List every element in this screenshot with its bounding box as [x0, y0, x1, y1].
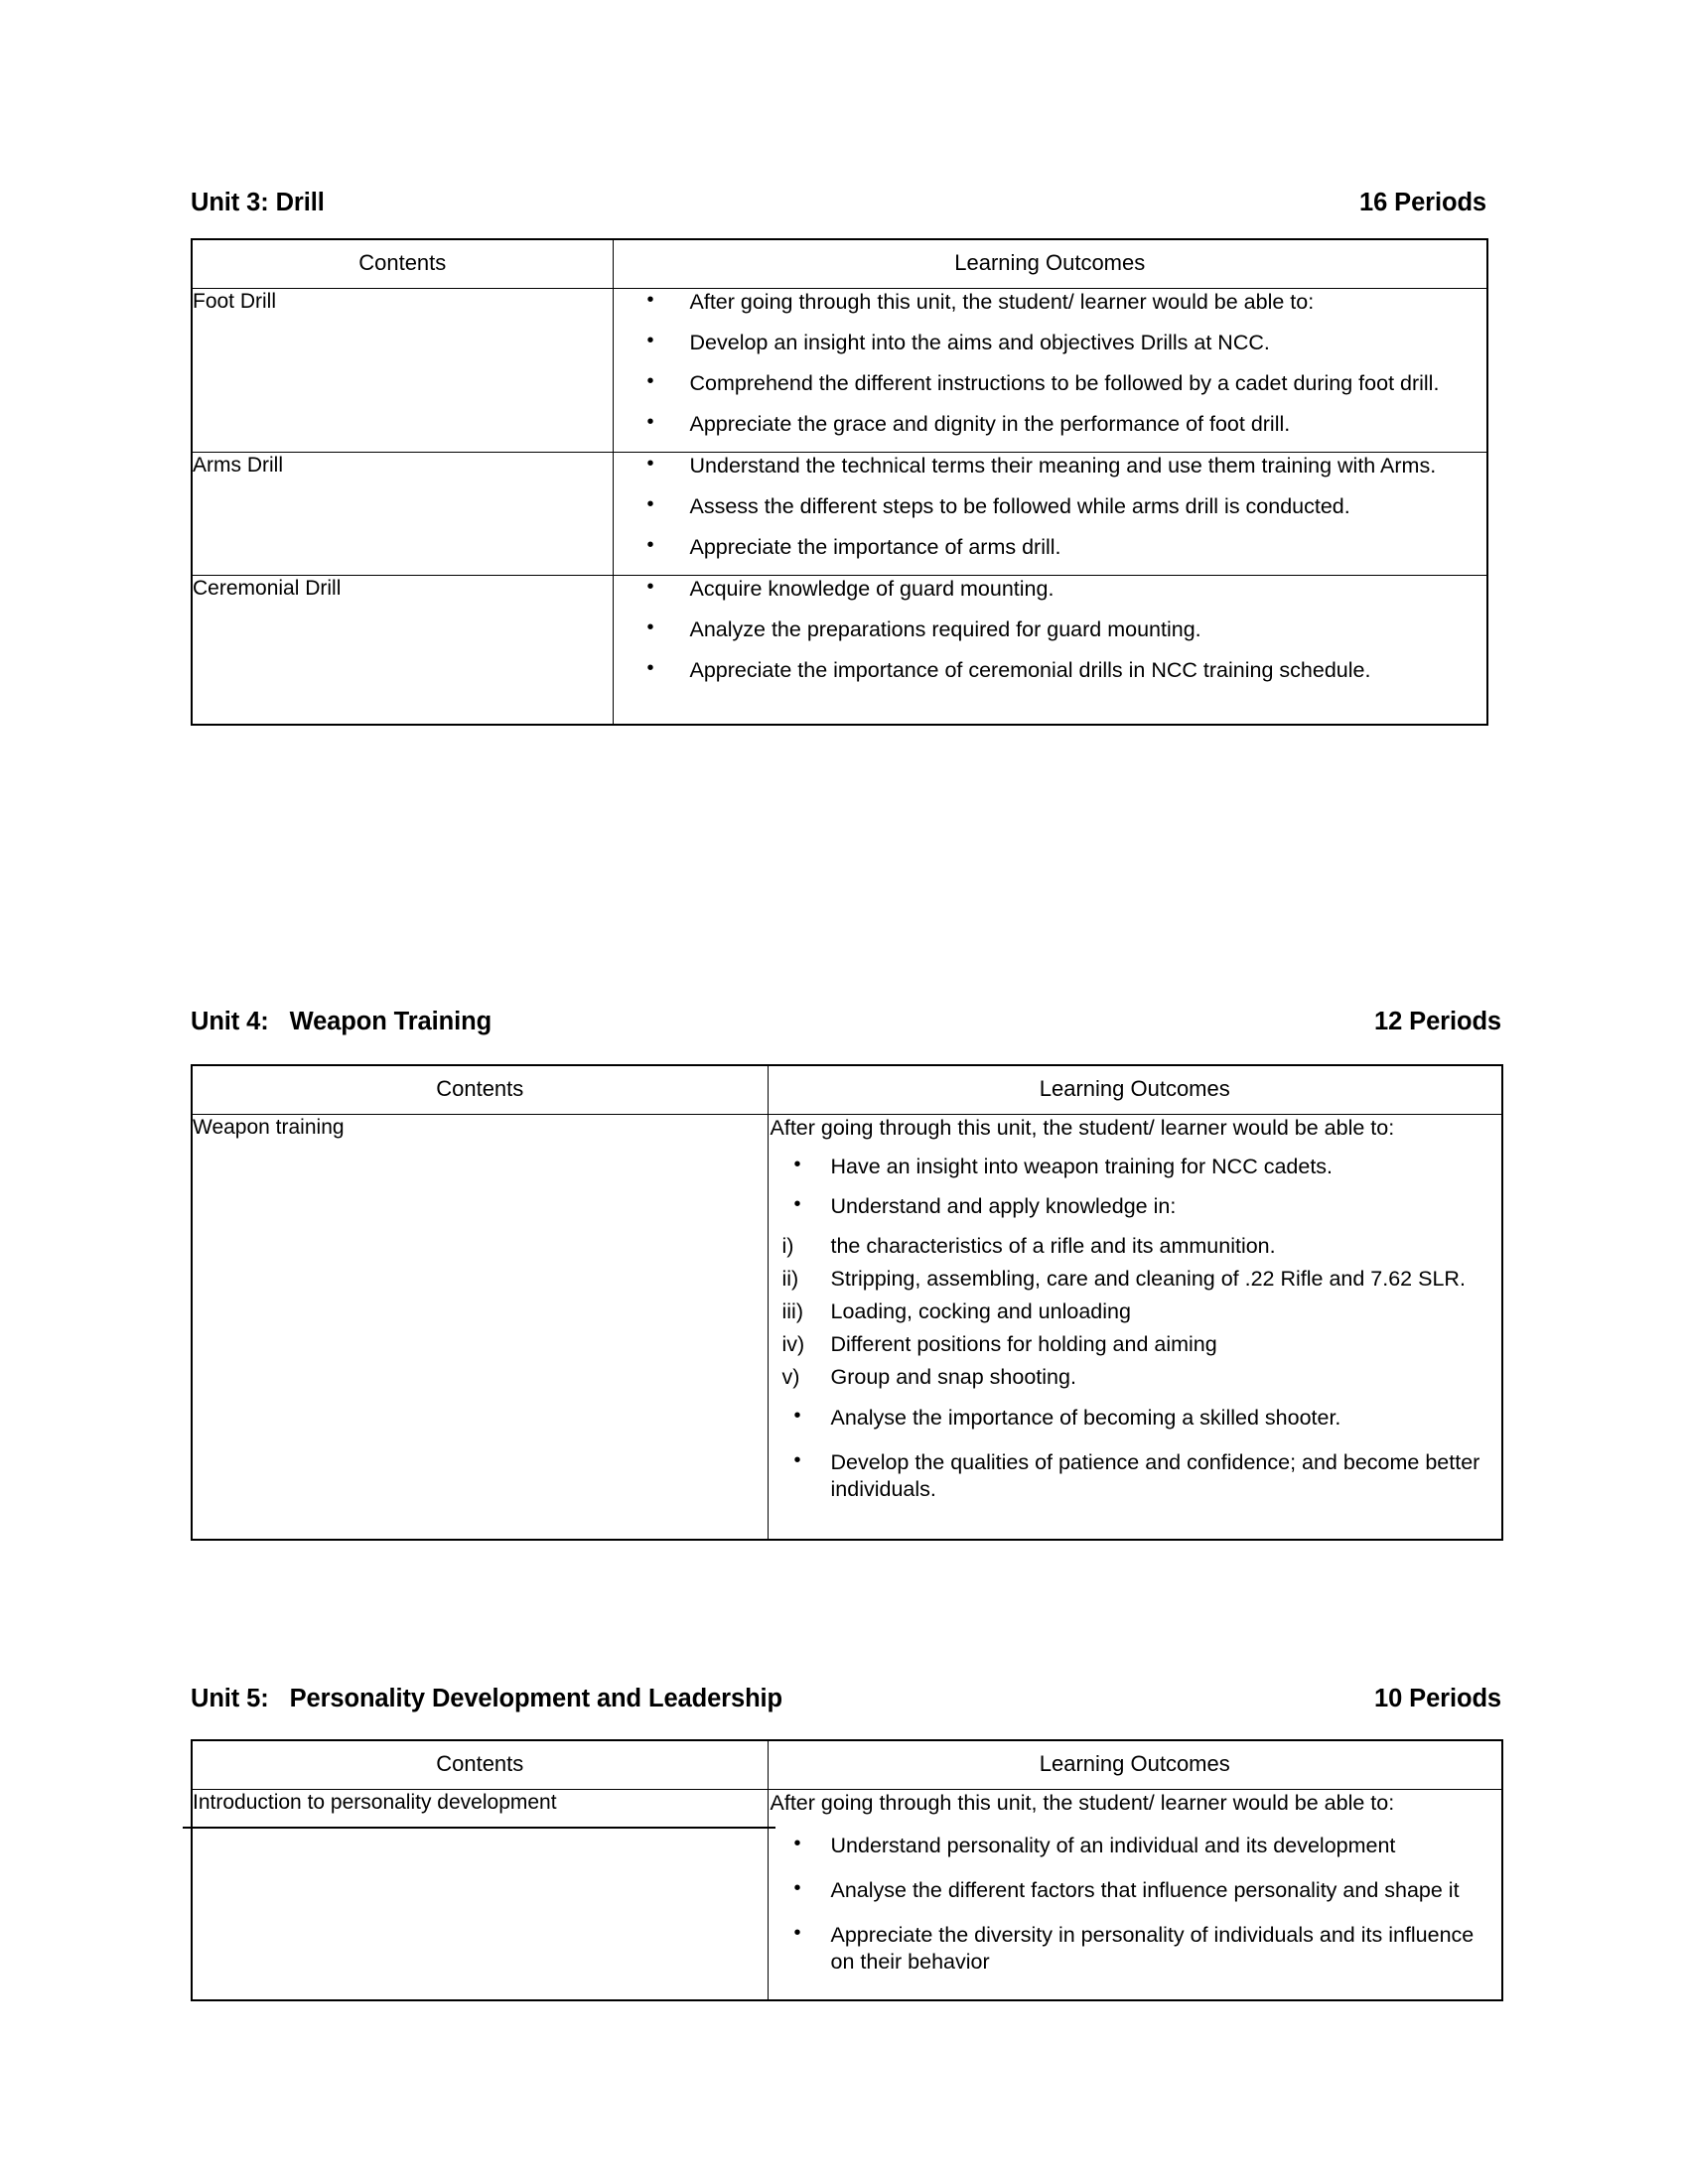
outcomes-cell [768, 1114, 1502, 1540]
list-item-text: Assess the different steps to be followed while arms drill is conducted. [689, 494, 1350, 519]
list-item-text: Analyse the different factors that influence personality and shape it [830, 1877, 1460, 1902]
contents-cell-text: Introduction to personality development [193, 1790, 557, 1814]
column-header-contents: Contents [192, 1065, 768, 1114]
contents-cell: Weapon training [192, 1114, 768, 1540]
list-item [769, 1922, 1502, 1976]
contents-cell-divider [183, 1827, 775, 1829]
unit-3-title [191, 189, 325, 217]
outcomes-intro: After going through this unit, the student/ learner would be able to: [770, 1115, 1395, 1140]
list-item [769, 1233, 1502, 1260]
table-row [192, 288, 1487, 452]
unit-5-heading [191, 1685, 1501, 1713]
list-item [614, 616, 1487, 643]
list-item [614, 534, 1487, 561]
table-header-row [192, 1065, 1502, 1114]
table-row [192, 452, 1487, 575]
list-item [769, 1266, 1502, 1293]
list-item-text: Different positions for holding and aiming [830, 1332, 1217, 1357]
unit-4-title [191, 1008, 492, 1036]
contents-cell: Foot Drill [192, 288, 613, 452]
unit-4-heading-text: Unit 4: Weapon Training [191, 1008, 492, 1035]
unit-4-table [191, 1064, 1503, 1541]
list-item [769, 1405, 1502, 1432]
outcomes-cell [613, 452, 1487, 575]
unit-4-table-wrapper [191, 1064, 1501, 1541]
unit-3-heading [191, 189, 1486, 217]
list-item [614, 330, 1487, 356]
list-item-text: Have an insight into weapon training for NCC cadets. [830, 1154, 1334, 1178]
column-header-contents: Contents [192, 239, 613, 288]
table-row [192, 1789, 1502, 2000]
contents-cell: Arms Drill [192, 452, 613, 575]
unit-3-periods: 16 Periods [1359, 189, 1486, 216]
unit-3-table-wrapper [191, 238, 1486, 726]
list-item [769, 1877, 1502, 1904]
contents-cell: Ceremonial Drill [192, 576, 613, 726]
outcomes-cell [613, 576, 1487, 726]
column-header-contents: Contents [192, 1740, 768, 1789]
list-item-text: Develop the qualities of patience and confidence; and become better individuals. [830, 1450, 1480, 1502]
outcomes-list [614, 289, 1487, 438]
unit-5-periods: 10 Periods [1374, 1685, 1501, 1712]
list-item [769, 1193, 1502, 1220]
list-item-marker: v) [781, 1365, 800, 1390]
list-item-text: the characteristics of a rifle and its ammunition. [830, 1233, 1276, 1258]
list-item-marker: iii) [781, 1299, 803, 1324]
unit-5-title [191, 1685, 782, 1713]
unit-5-table [191, 1739, 1503, 2001]
list-item [769, 1449, 1502, 1503]
outcomes-cell [613, 288, 1487, 452]
list-item [614, 493, 1487, 520]
list-item-text: Appreciate the grace and dignity in the performance of foot drill. [689, 411, 1291, 436]
unit-5-table-wrapper [191, 1739, 1501, 2001]
unit-5-heading-text: Unit 5: Personality Development and Leadership [191, 1685, 783, 1712]
list-item-marker: iv) [781, 1332, 805, 1357]
column-header-learning-outcomes: Learning Outcomes [613, 239, 1487, 288]
list-item-text: Acquire knowledge of guard mounting. [689, 577, 1055, 602]
list-item-text: Analyze the preparations required for guard mounting. [689, 617, 1201, 642]
outcomes-list [614, 453, 1487, 561]
list-item-text: Analyse the importance of becoming a skilled shooter. [830, 1406, 1341, 1431]
list-item [769, 1154, 1502, 1180]
column-header-learning-outcomes: Learning Outcomes [768, 1740, 1502, 1789]
outcomes-cell [768, 1789, 1502, 2000]
list-item [769, 1298, 1502, 1325]
list-item-marker: ii) [781, 1266, 799, 1291]
table-row [192, 1114, 1502, 1540]
list-item-text: Comprehend the different instructions to be followed by a cadet during foot drill. [689, 370, 1440, 395]
column-header-learning-outcomes: Learning Outcomes [768, 1065, 1502, 1114]
list-item [614, 411, 1487, 438]
unit-4-heading [191, 1008, 1501, 1036]
list-item [614, 453, 1487, 479]
list-item [614, 657, 1487, 684]
unit-3-table [191, 238, 1488, 726]
list-item-text: After going through this unit, the student/ learner would be able to: [689, 289, 1315, 314]
list-item-text: Appreciate the importance of arms drill. [689, 535, 1061, 560]
outcomes-intro: After going through this unit, the student/ learner would be able to: [770, 1790, 1395, 1815]
list-item-marker: i) [781, 1233, 794, 1258]
list-item [769, 1331, 1502, 1358]
table-header-row [192, 239, 1487, 288]
list-item-text: Understand personality of an individual and its development [830, 1833, 1396, 1857]
list-item-text: Understand and apply knowledge in: [830, 1193, 1177, 1218]
list-item-text: Loading, cocking and unloading [830, 1299, 1131, 1324]
list-item-text: Appreciate the importance of ceremonial drills in NCC training schedule. [689, 658, 1371, 683]
list-item [769, 1833, 1502, 1859]
outcomes-list [769, 1833, 1502, 1976]
list-item-text: Group and snap shooting. [830, 1365, 1076, 1390]
list-item [769, 1364, 1502, 1391]
contents-cell [192, 1789, 768, 2000]
table-row [192, 576, 1487, 726]
unit-4-periods: 12 Periods [1374, 1008, 1501, 1035]
list-item-text: Appreciate the diversity in personality of individuals and its influence on their behavior [830, 1922, 1475, 1974]
list-item [614, 576, 1487, 603]
outcomes-list [769, 1154, 1502, 1504]
list-item [614, 289, 1487, 316]
outcomes-list [614, 576, 1487, 684]
unit-3-heading-text: Unit 3: Drill [191, 189, 325, 216]
list-item-text: Understand the technical terms their meaning and use them training with Arms. [689, 453, 1437, 478]
list-item [614, 370, 1487, 397]
table-header-row [192, 1740, 1502, 1789]
list-item-text: Stripping, assembling, care and cleaning of .22 Rifle and 7.62 SLR. [830, 1266, 1466, 1291]
list-item-text: Develop an insight into the aims and objectives Drills at NCC. [689, 330, 1270, 354]
